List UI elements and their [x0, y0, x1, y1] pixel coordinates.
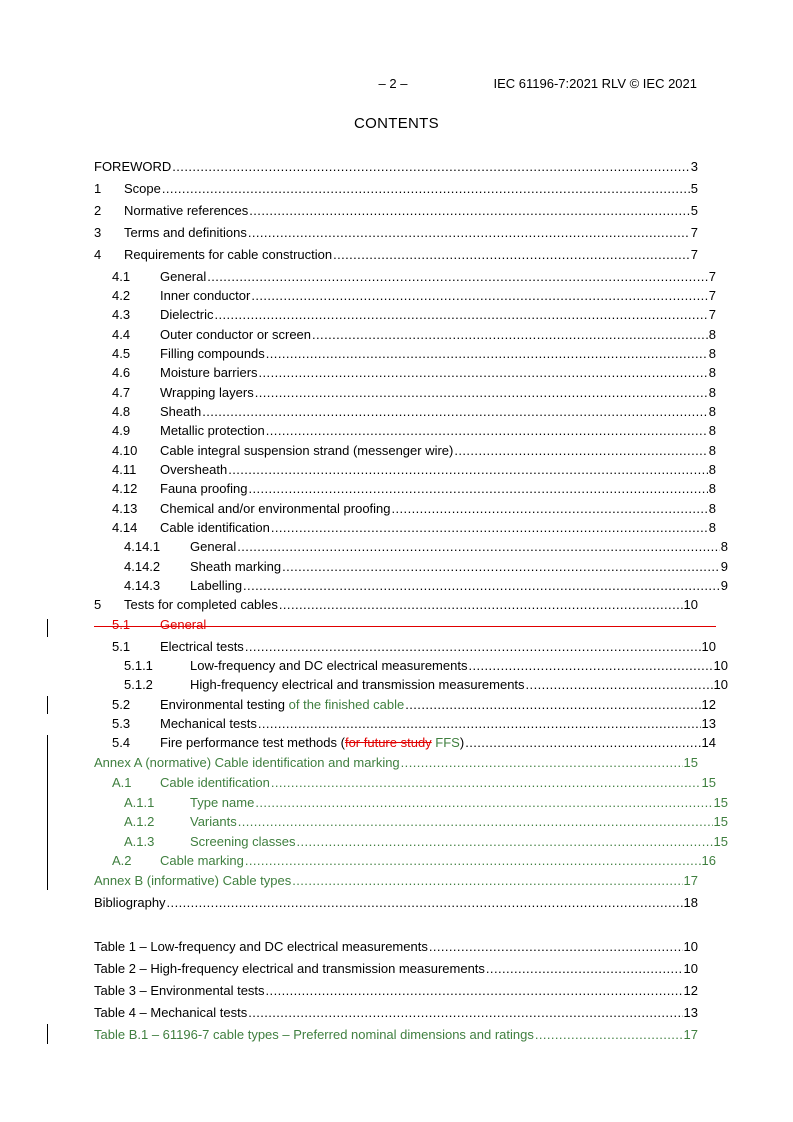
toc-entry[interactable]: [94, 578, 728, 595]
toc-entry[interactable]: [94, 539, 728, 556]
toc-entry-number: 5.4: [112, 735, 131, 750]
toc-entry-page: 8: [708, 385, 716, 400]
dot-leader: [405, 697, 700, 712]
toc-entry-label-text: Metallic protection: [160, 423, 265, 438]
toc-entry-number: 4.14.1: [124, 539, 161, 554]
toc-entry-number: A.1.3: [124, 834, 155, 849]
dot-leader: [526, 677, 713, 692]
toc-entry-label-text: Sheath marking: [190, 559, 282, 574]
dot-leader: [312, 327, 708, 342]
toc-entry[interactable]: [94, 735, 716, 752]
dot-leader: [266, 983, 683, 998]
toc-entry-label-text: Inner conductor: [160, 288, 251, 303]
toc-entry-label-text: Environmental testing: [160, 697, 286, 712]
dot-leader: [279, 597, 683, 612]
toc-entry-page: 8: [708, 462, 716, 477]
toc-entry-page: 8: [708, 520, 716, 535]
toc-entry-label-text: Moisture barriers: [160, 365, 258, 380]
toc-entry[interactable]: [94, 481, 716, 498]
toc-entry-page: 8: [708, 346, 716, 361]
toc-entry-label: [160, 443, 453, 458]
toc-entry[interactable]: [94, 617, 716, 634]
toc-entry-page: 8: [708, 365, 716, 380]
toc-entry-number: 5: [94, 597, 102, 612]
dot-leader: [429, 939, 683, 954]
dot-leader: [202, 404, 708, 419]
toc-entry-label: [160, 307, 213, 322]
dot-leader: [214, 307, 707, 322]
dot-leader: [465, 735, 700, 750]
toc-entry[interactable]: [94, 677, 728, 694]
document-reference: IEC 61196-7:2021 RLV © IEC 2021: [493, 76, 697, 91]
toc-entry-page: 12: [701, 697, 716, 712]
toc-entry-label-end: ): [459, 735, 465, 750]
toc-entry-number: 4.1: [112, 269, 131, 284]
toc-entry-page: 7: [708, 288, 716, 303]
dot-leader: [255, 795, 712, 810]
toc-entry-page: 8: [720, 539, 728, 554]
toc-entry-page: 15: [713, 834, 728, 849]
toc-entry-page: 8: [708, 501, 716, 516]
toc-entry-page: 5: [690, 203, 698, 218]
toc-entry-number: 4.13: [112, 501, 138, 516]
dot-leader: [162, 181, 690, 196]
toc-entry-label: [190, 658, 467, 673]
toc-entry-label-text: Requirements for cable construction: [124, 247, 333, 262]
toc-entry-label: [160, 365, 258, 380]
toc-entry-label: [160, 269, 206, 284]
toc-entry-number: 4.14.3: [124, 578, 161, 593]
toc-entry-number: 4.14.2: [124, 559, 161, 574]
toc-entry-number: 4.4: [112, 327, 131, 342]
toc-entry-page: 10: [701, 639, 716, 654]
toc-entry-label: [160, 775, 270, 790]
toc-entry-label: [160, 697, 404, 712]
toc-entry-label-text: Fire performance test methods (: [160, 735, 345, 750]
dot-leader: [167, 895, 683, 910]
toc-entry-label-text: Normative references: [124, 203, 249, 218]
toc-entry-number: 5.1: [112, 617, 131, 632]
toc-entry-label: [160, 520, 270, 535]
table-list-entry[interactable]: [94, 983, 698, 1000]
dot-leader: [255, 385, 708, 400]
toc-entry-label: [160, 617, 206, 632]
toc-entry-label: [160, 423, 265, 438]
toc-entry-label-text: Cable marking: [160, 853, 244, 868]
toc-entry-label-text: Cable integral suspension strand (messenger wire): [160, 443, 454, 458]
toc-entry-label: [124, 247, 332, 262]
toc-entry-label: [94, 895, 166, 910]
toc-entry[interactable]: [94, 307, 716, 324]
dot-leader: [237, 539, 720, 554]
toc-entry[interactable]: [94, 597, 698, 614]
toc-entry[interactable]: [94, 385, 716, 402]
toc-entry-number: 5.1.1: [124, 658, 153, 673]
toc-entry-label-text: Low-frequency and DC electrical measurements: [190, 658, 468, 673]
toc-entry-label: [160, 481, 247, 496]
toc-entry-label: [124, 597, 278, 612]
toc-entry-page: 7: [708, 307, 716, 322]
toc-entry-page: 16: [701, 853, 716, 868]
table-list-label: Table 4 – Mechanical tests: [94, 1005, 248, 1020]
dot-leader: [228, 462, 708, 477]
toc-entry-page: 10: [713, 677, 728, 692]
toc-entry-page: 14: [701, 735, 716, 750]
toc-entry-page: 8: [708, 443, 716, 458]
toc-entry-label-text: Cable identification: [160, 775, 270, 790]
toc-entry[interactable]: [94, 423, 716, 440]
toc-entry-number: 4.3: [112, 307, 131, 322]
change-bar: [47, 696, 48, 714]
toc-entry-page: 7: [708, 269, 716, 284]
toc-entry-label: [190, 795, 254, 810]
toc-entry-label: [124, 181, 161, 196]
toc-entry-page: 13: [701, 716, 716, 731]
toc-entry[interactable]: [94, 203, 698, 220]
page-header: [0, 76, 793, 92]
toc-entry[interactable]: [94, 775, 716, 792]
toc-entry[interactable]: [94, 853, 716, 870]
toc-entry-number: 4.6: [112, 365, 131, 380]
added-text: FFS: [431, 735, 460, 750]
toc-entry-number: A.1: [112, 775, 132, 790]
toc-entry-page: 7: [690, 247, 698, 262]
table-list-entry[interactable]: [94, 961, 698, 978]
toc-entry-number: 5.1.2: [124, 677, 153, 692]
strikethrough-line: [94, 626, 716, 627]
dot-leader: [454, 443, 707, 458]
toc-entry-page: 8: [708, 327, 716, 342]
toc-entry-page: 17: [683, 873, 698, 888]
toc-entry-label-text: Terms and definitions: [124, 225, 247, 240]
table-list-entry[interactable]: [94, 939, 698, 956]
toc-entry-number: 1: [94, 181, 102, 196]
toc-entry[interactable]: [94, 181, 698, 198]
toc-entry-label-text: Sheath: [160, 404, 202, 419]
dot-leader: [266, 346, 708, 361]
toc-entry-number: 2: [94, 203, 102, 218]
toc-entry-label-text: Chemical and/or environmental proofing: [160, 501, 391, 516]
toc-entry[interactable]: [94, 269, 716, 286]
page-title: CONTENTS: [354, 115, 439, 132]
toc-entry[interactable]: [94, 755, 698, 772]
toc-entry-label: [160, 404, 201, 419]
dot-leader: [271, 775, 701, 790]
toc-entry[interactable]: [94, 327, 716, 344]
toc-entry-page: 10: [683, 597, 698, 612]
dot-leader: [245, 639, 701, 654]
dot-leader: [282, 559, 720, 574]
toc-entry-number: 4.5: [112, 346, 131, 361]
toc-entry-label: [160, 735, 464, 750]
toc-entry-label-text: Scope: [124, 181, 161, 196]
toc-entry-page: 8: [708, 423, 716, 438]
toc-entry-label: [124, 203, 248, 218]
toc-entry-page: 15: [683, 755, 698, 770]
toc-entry-label-text: High-frequency electrical and transmission measurements: [190, 677, 525, 692]
toc-entry[interactable]: [94, 658, 728, 675]
toc-entry[interactable]: [94, 462, 716, 479]
toc-entry[interactable]: [94, 895, 698, 912]
toc-entry-label-text: General: [190, 539, 237, 554]
change-bar: [47, 619, 48, 637]
toc-entry-label: [190, 814, 237, 829]
dot-leader: [243, 578, 720, 593]
dot-leader: [245, 853, 701, 868]
table-list-page: 13: [683, 1005, 698, 1020]
page-number: – 2 –: [378, 76, 408, 91]
toc-entry-label: [190, 578, 242, 593]
toc-entry[interactable]: [94, 365, 716, 382]
toc-entry-page: 8: [708, 404, 716, 419]
toc-entry-label-text: General: [160, 269, 207, 284]
toc-entry-label: [160, 501, 391, 516]
toc-entry-label-text: Wrapping layers: [160, 385, 254, 400]
dot-leader: [535, 1027, 683, 1042]
toc-entry-number: 4.10: [112, 443, 138, 458]
dot-leader: [248, 481, 707, 496]
toc-entry-number: 4.7: [112, 385, 131, 400]
toc-entry-number: 4.12: [112, 481, 138, 496]
toc-entry-label-text: Annex A (normative) Cable identification and marking: [94, 755, 400, 770]
dot-leader: [271, 520, 708, 535]
dot-leader: [486, 961, 683, 976]
table-list-entry[interactable]: [94, 1027, 698, 1044]
toc-entry-page: 15: [701, 775, 716, 790]
toc-entry-label: [94, 755, 400, 770]
toc-entry-label: [160, 346, 265, 361]
added-text: of the finished cable: [285, 697, 405, 712]
toc-entry-page: 9: [720, 559, 728, 574]
dot-leader: [172, 159, 689, 174]
dot-leader: [248, 1005, 682, 1020]
toc-entry[interactable]: [94, 520, 716, 537]
toc-entry-number: 4.11: [112, 462, 137, 477]
toc-entry-label: [190, 834, 296, 849]
toc-entry-number: 4.14: [112, 520, 138, 535]
toc-entry-label: [190, 559, 281, 574]
toc-entry-label: [160, 385, 254, 400]
dot-leader: [238, 814, 713, 829]
toc-entry-label: [124, 225, 247, 240]
toc-entry-label: [94, 873, 291, 888]
table-list-page: 17: [683, 1027, 698, 1042]
toc-entry[interactable]: [94, 288, 716, 305]
toc-entry[interactable]: [94, 639, 716, 656]
toc-entry[interactable]: [94, 247, 698, 264]
toc-entry-number: A.2: [112, 853, 132, 868]
toc-entry[interactable]: [94, 159, 698, 176]
table-list-label: Table 1 – Low-frequency and DC electrical measurements: [94, 939, 428, 954]
toc-entry-label: [160, 288, 250, 303]
table-list-page: 10: [683, 939, 698, 954]
dot-leader: [392, 501, 708, 516]
toc-entry-page: 7: [690, 225, 698, 240]
toc-entry-number: 4.8: [112, 404, 131, 419]
dot-leader: [468, 658, 712, 673]
table-list-entry[interactable]: [94, 1005, 698, 1022]
dot-leader: [248, 225, 690, 240]
toc-entry-number: A.1.1: [124, 795, 155, 810]
toc-entry[interactable]: [94, 814, 728, 831]
toc-entry-label-text: Mechanical tests: [160, 716, 257, 731]
toc-entry[interactable]: [94, 795, 728, 812]
dot-leader: [333, 247, 690, 262]
toc-entry[interactable]: [94, 559, 728, 576]
change-bar: [47, 1024, 48, 1044]
toc-entry-label: [190, 539, 236, 554]
dot-leader: [292, 873, 682, 888]
toc-entry-label-text: Bibliography: [94, 895, 166, 910]
toc-entry-page: 18: [683, 895, 698, 910]
toc-entry-page: 15: [713, 814, 728, 829]
toc-entry-label-text: General: [160, 617, 207, 632]
toc-entry-page: 3: [690, 159, 698, 174]
toc-entry-label-text: Fauna proofing: [160, 481, 248, 496]
toc-entry[interactable]: [94, 443, 716, 460]
toc-entry-page: 9: [720, 578, 728, 593]
toc-entry-label-text: Labelling: [190, 578, 243, 593]
toc-entry-label-text: Screening classes: [190, 834, 296, 849]
dot-leader: [259, 365, 708, 380]
table-list-page: 12: [683, 983, 698, 998]
toc-entry-number: 4.9: [112, 423, 131, 438]
dot-leader: [251, 288, 707, 303]
toc-entry-label: [160, 462, 227, 477]
toc-entry-label-text: FOREWORD: [94, 159, 172, 174]
toc-entry-number: 3: [94, 225, 102, 240]
toc-entry[interactable]: [94, 346, 716, 363]
toc-entry-label-text: Annex B (informative) Cable types: [94, 873, 292, 888]
toc-entry-label-text: Cable identification: [160, 520, 270, 535]
toc-entry-label: [190, 677, 525, 692]
change-bar: [47, 735, 48, 890]
toc-entry[interactable]: [94, 404, 716, 421]
toc-entry-number: 4: [94, 247, 102, 262]
toc-entry-label-text: Dielectric: [160, 307, 214, 322]
toc-entry[interactable]: [94, 225, 698, 242]
toc-entry-label-text: Type name: [190, 795, 255, 810]
toc-entry-page: 8: [708, 481, 716, 496]
toc-entry-label: [160, 716, 257, 731]
toc-entry-page: 10: [713, 658, 728, 673]
toc-entry-label: [160, 853, 244, 868]
toc-entry-page: 15: [713, 795, 728, 810]
toc-entry-number: 4.2: [112, 288, 131, 303]
toc-entry[interactable]: [94, 834, 728, 851]
table-list-page: 10: [683, 961, 698, 976]
table-list-label: Table 3 – Environmental tests: [94, 983, 265, 998]
toc-entry-label: [160, 639, 244, 654]
toc-entry-label-text: Electrical tests: [160, 639, 244, 654]
dot-leader: [297, 834, 713, 849]
toc-entry-label: [94, 159, 171, 174]
dot-leader: [266, 423, 708, 438]
deleted-text: for future study: [344, 735, 432, 750]
dot-leader: [207, 269, 708, 284]
dot-leader: [249, 203, 689, 218]
toc-entry-label-text: Tests for completed cables: [124, 597, 278, 612]
table-list-label: Table 2 – High-frequency electrical and transmission measurements: [94, 961, 485, 976]
toc-entry-label-text: Outer conductor or screen: [160, 327, 312, 342]
toc-entry-label-text: Oversheath: [160, 462, 228, 477]
toc-entry-label: [160, 327, 311, 342]
toc-entry-number: 5.2: [112, 697, 131, 712]
toc-entry[interactable]: [94, 873, 698, 890]
dot-leader: [401, 755, 683, 770]
dot-leader: [258, 716, 701, 731]
toc-entry-number: 5.1: [112, 639, 131, 654]
toc-entry[interactable]: [94, 697, 716, 714]
toc-entry-number: A.1.2: [124, 814, 155, 829]
toc-entry-label-text: Filling compounds: [160, 346, 265, 361]
toc-entry-label-text: Variants: [190, 814, 237, 829]
toc-entry-number: 5.3: [112, 716, 131, 731]
toc-entry[interactable]: [94, 716, 716, 733]
toc-entry[interactable]: [94, 501, 716, 518]
toc-entry-page: 5: [690, 181, 698, 196]
table-list-label: Table B.1 – 61196-7 cable types – Preferred nominal dimensions and ratings: [94, 1027, 534, 1042]
